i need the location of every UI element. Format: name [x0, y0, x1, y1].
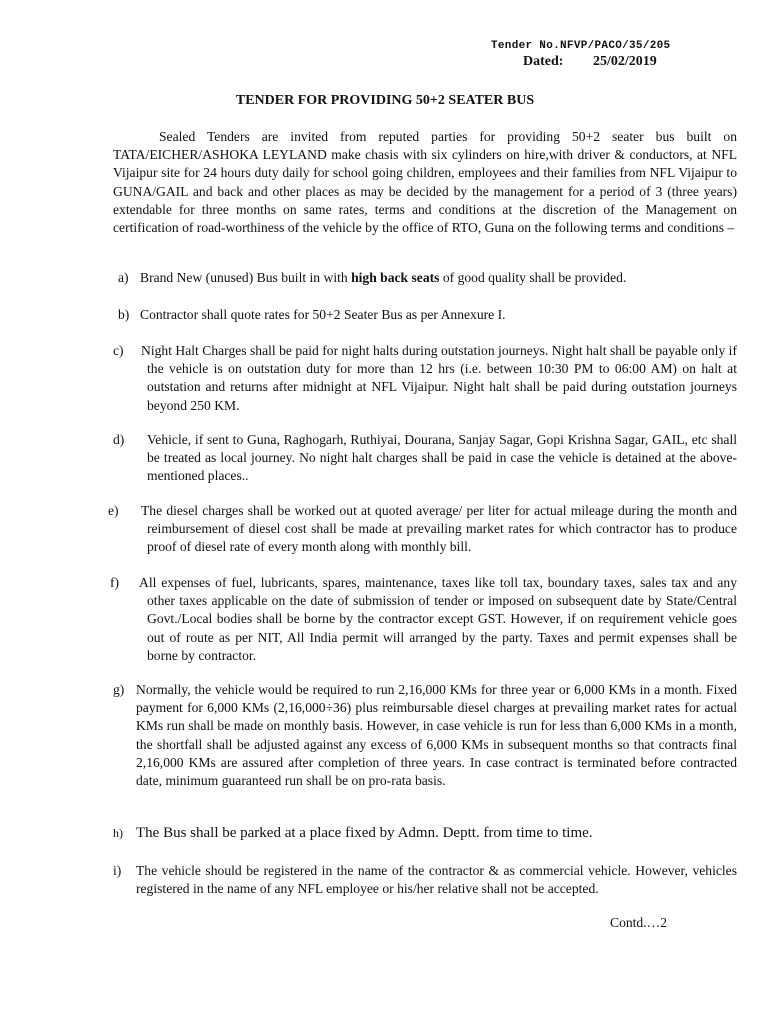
date-line	[523, 53, 657, 71]
clause-label: b)	[118, 307, 130, 322]
clause-label: e)	[108, 503, 119, 518]
clause-text: Night Halt Charges shall be paid for night halts during outstation journeys. Night halt shall be payable only if the vehicle is on outstation duty for more than 12 hrs (i.e. between 10:30 PM to 06:00 AM) on halt at outstation and returns after midnight at NFL Vijaipur. Night halt shall be paid during outstation journeys beyond 250 KM.	[141, 343, 737, 413]
clause-text: Vehicle, if sent to Guna, Raghogarh, Ruthiyai, Dourana, Sanjay Sagar, Gopi Krishna Sagar, GAIL, etc shall be treated as local journey. No night halt charges shall be paid in case the vehicle is detained at the above-mentioned places..	[147, 432, 737, 484]
clause-label: d)	[113, 432, 125, 447]
page-title-text: TENDER FOR PROVIDING 50+2 SEATER BUS	[235, 93, 535, 108]
clause-label: a)	[118, 270, 129, 285]
dated-value: 25/02/2019	[592, 54, 657, 69]
clause-text: Contractor shall quote rates for 50+2 Seater Bus as per Annexure I.	[140, 307, 506, 322]
clause-text: Brand New (unused) Bus built in with high back seats of good quality shall be provided.	[140, 270, 627, 285]
clause-text: Normally, the vehicle would be required to run 2,16,000 KMs for three year or 6,000 KMs in a month. Fixed payment for 6,000 KMs (2,16,000÷36) plus reimbursable diesel charges at prevailing market rates for actual KMs run shall be made on monthly basis. However, in case vehicle is run for less than 6,000 KMs in a month, the shortfall shall be adjusted against any excess of 6,000 KMs in subsequent months so that contracts final 2,16,000 KMs are assured after completion of three years. In case contract is terminated before contracted date, minimum guaranteed run shall be on pro-rata basis.	[136, 682, 737, 789]
tender-number: Tender No.NFVP/PACO/35/205	[491, 40, 671, 52]
clause-text: The vehicle should be registered in the name of the contractor & as commercial vehicle. However, vehicles registered in the name of any NFL employee or his/her relative shall not be accepted.	[136, 863, 737, 897]
continued-note: Contd.…2	[610, 915, 668, 930]
intro-paragraph: Sealed Tenders are invited from reputed parties for providing 50+2 seater bus built on TATA/EICHER/ASHOKA LEYLAND make chasis with six cylinders on hire,with driver & conductors, at NFL Vijaipur site for 24 hours duty daily for school going children, employees and their families from NFL Vijaipur to GUNA/GAIL and back and other places as may be decided by the management for a period of 3 (three years) extendable for three months on same rates, terms and conditions at the discretion of the Management on certification of road-worthiness of the vehicle by the office of RTO, Guna on the following terms and conditions –	[113, 129, 737, 236]
clause-text: All expenses of fuel, lubricants, spares, maintenance, taxes like toll tax, boundary taxes, sales tax and any other taxes applicable on the date of submission of tender or imposed on subsequent date by State/Central Govt./Local bodies shall be borne by the contractor except GST. However, if on requirement vehicle goes out of route as per NIT, All India permit will arranged by the party. Taxes and permit expenses shall be borne by contractor.	[139, 575, 737, 663]
page-title	[0, 92, 770, 110]
clause-label: h)	[113, 826, 123, 840]
dated-label: Dated:	[523, 54, 564, 69]
clause-label: i)	[113, 863, 122, 878]
clause-label: g)	[113, 682, 125, 697]
clause-label: f)	[110, 575, 120, 590]
clause-text: The diesel charges shall be worked out at quoted average/ per liter for actual mileage during the month and reimbursement of diesel cost shall be made at prevailing market rates for which contractor has to produce proof of diesel rate of every month along with monthly bill.	[141, 503, 737, 555]
clause-bold-text: high back seats	[351, 270, 440, 285]
clause-label: c)	[113, 343, 124, 358]
clause-text: The Bus shall be parked at a place fixed by Admn. Deptt. from time to time.	[136, 825, 593, 841]
